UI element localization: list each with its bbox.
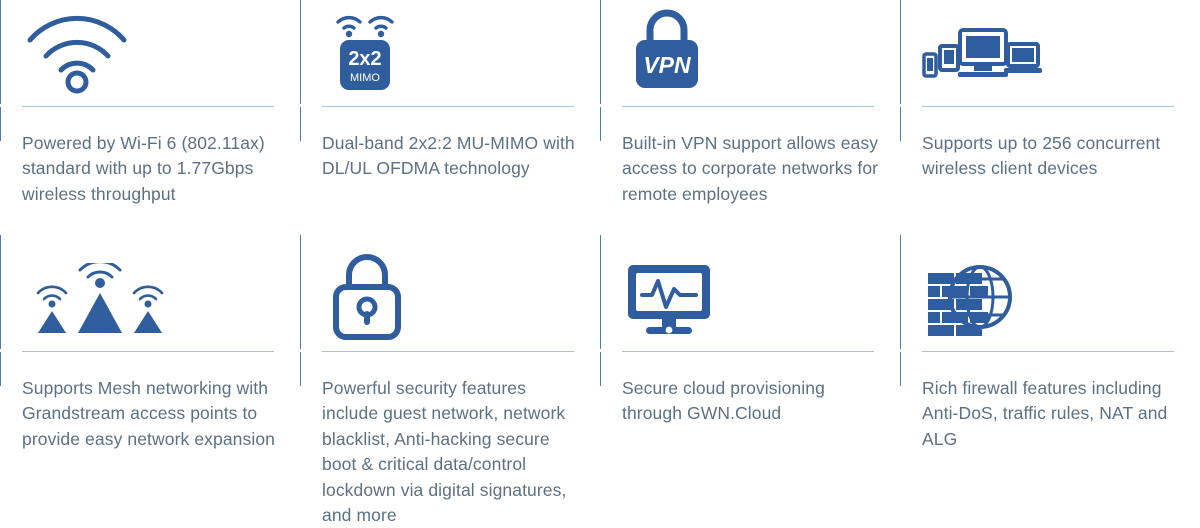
divider-tick-top bbox=[600, 235, 601, 349]
divider-tick-bottom bbox=[900, 107, 901, 141]
divider-tick-bottom bbox=[900, 352, 901, 386]
divider-tick-bottom bbox=[0, 352, 1, 386]
feature-card-mesh bbox=[0, 235, 300, 515]
feature-text: Powerful security features include guest network, network blacklist, Anti-hacking secure boot & critical data/control lockdown via digital signatures, and more bbox=[322, 378, 567, 525]
divider-tick-top bbox=[900, 0, 901, 104]
divider-tick-top bbox=[600, 0, 601, 104]
feature-text: Built-in VPN support allows easy access to corporate networks for remote employees bbox=[622, 133, 879, 204]
vpn-lock-icon bbox=[622, 8, 712, 96]
vpn-badge-label: VPN bbox=[643, 52, 691, 78]
padlock-icon bbox=[322, 251, 412, 341]
mesh-network-icon bbox=[22, 263, 182, 341]
monitor-pulse-icon bbox=[622, 261, 722, 341]
multi-devices-icon bbox=[922, 26, 1042, 96]
icon-box bbox=[922, 0, 1200, 100]
divider-line bbox=[922, 351, 1174, 352]
divider-line bbox=[22, 351, 274, 352]
icon-box bbox=[622, 235, 900, 345]
divider-tick-bottom bbox=[600, 107, 601, 141]
divider-tick-bottom bbox=[300, 107, 301, 141]
icon-box bbox=[322, 0, 600, 100]
icon-box bbox=[622, 0, 900, 100]
mimo-badge-top: 2x2 bbox=[348, 48, 382, 70]
feature-text: Secure cloud provisioning through GWN.Cloud bbox=[622, 378, 825, 424]
feature-card-vpn bbox=[600, 0, 900, 235]
divider-line bbox=[922, 106, 1174, 107]
divider-line bbox=[322, 106, 574, 107]
feature-card-cloud bbox=[600, 235, 900, 515]
divider-line bbox=[622, 351, 874, 352]
divider-line bbox=[22, 106, 274, 107]
feature-text: Supports up to 256 concurrent wireless client devices bbox=[922, 133, 1161, 179]
divider-tick-top bbox=[0, 0, 1, 104]
divider-tick-bottom bbox=[600, 352, 601, 386]
mimo-badge-bottom: MIMO bbox=[350, 72, 380, 84]
feature-card-security bbox=[300, 235, 600, 525]
divider-line bbox=[322, 351, 574, 352]
divider-tick-top bbox=[900, 235, 901, 349]
wifi-signal-icon bbox=[22, 14, 132, 96]
feature-text: Dual-band 2x2:2 MU-MIMO with DL/UL OFDMA technology bbox=[322, 133, 575, 179]
divider-tick-top bbox=[300, 0, 301, 104]
feature-text: Powered by Wi-Fi 6 (802.11ax) standard with up to 1.77Gbps wireless throughput bbox=[22, 133, 265, 204]
divider-tick-bottom bbox=[300, 352, 301, 386]
feature-text: Supports Mesh networking with Grandstream access points to provide easy network expansion bbox=[22, 378, 276, 449]
feature-card-firewall bbox=[900, 235, 1200, 515]
feature-card-mimo bbox=[300, 0, 600, 235]
divider-tick-top bbox=[0, 235, 1, 349]
divider-line bbox=[622, 106, 874, 107]
feature-card-devices bbox=[900, 0, 1200, 235]
firewall-brick-globe-icon bbox=[922, 259, 1018, 341]
feature-card-wifi bbox=[0, 0, 300, 235]
icon-box bbox=[22, 0, 300, 100]
mimo-2x2-badge-icon bbox=[322, 8, 408, 96]
icon-box bbox=[22, 235, 300, 345]
divider-tick-top bbox=[300, 235, 301, 349]
icon-box bbox=[322, 235, 600, 345]
icon-box bbox=[922, 235, 1200, 345]
feature-text: Rich firewall features including Anti-DoS, traffic rules, NAT and ALG bbox=[922, 378, 1168, 449]
divider-tick-bottom bbox=[0, 107, 1, 141]
